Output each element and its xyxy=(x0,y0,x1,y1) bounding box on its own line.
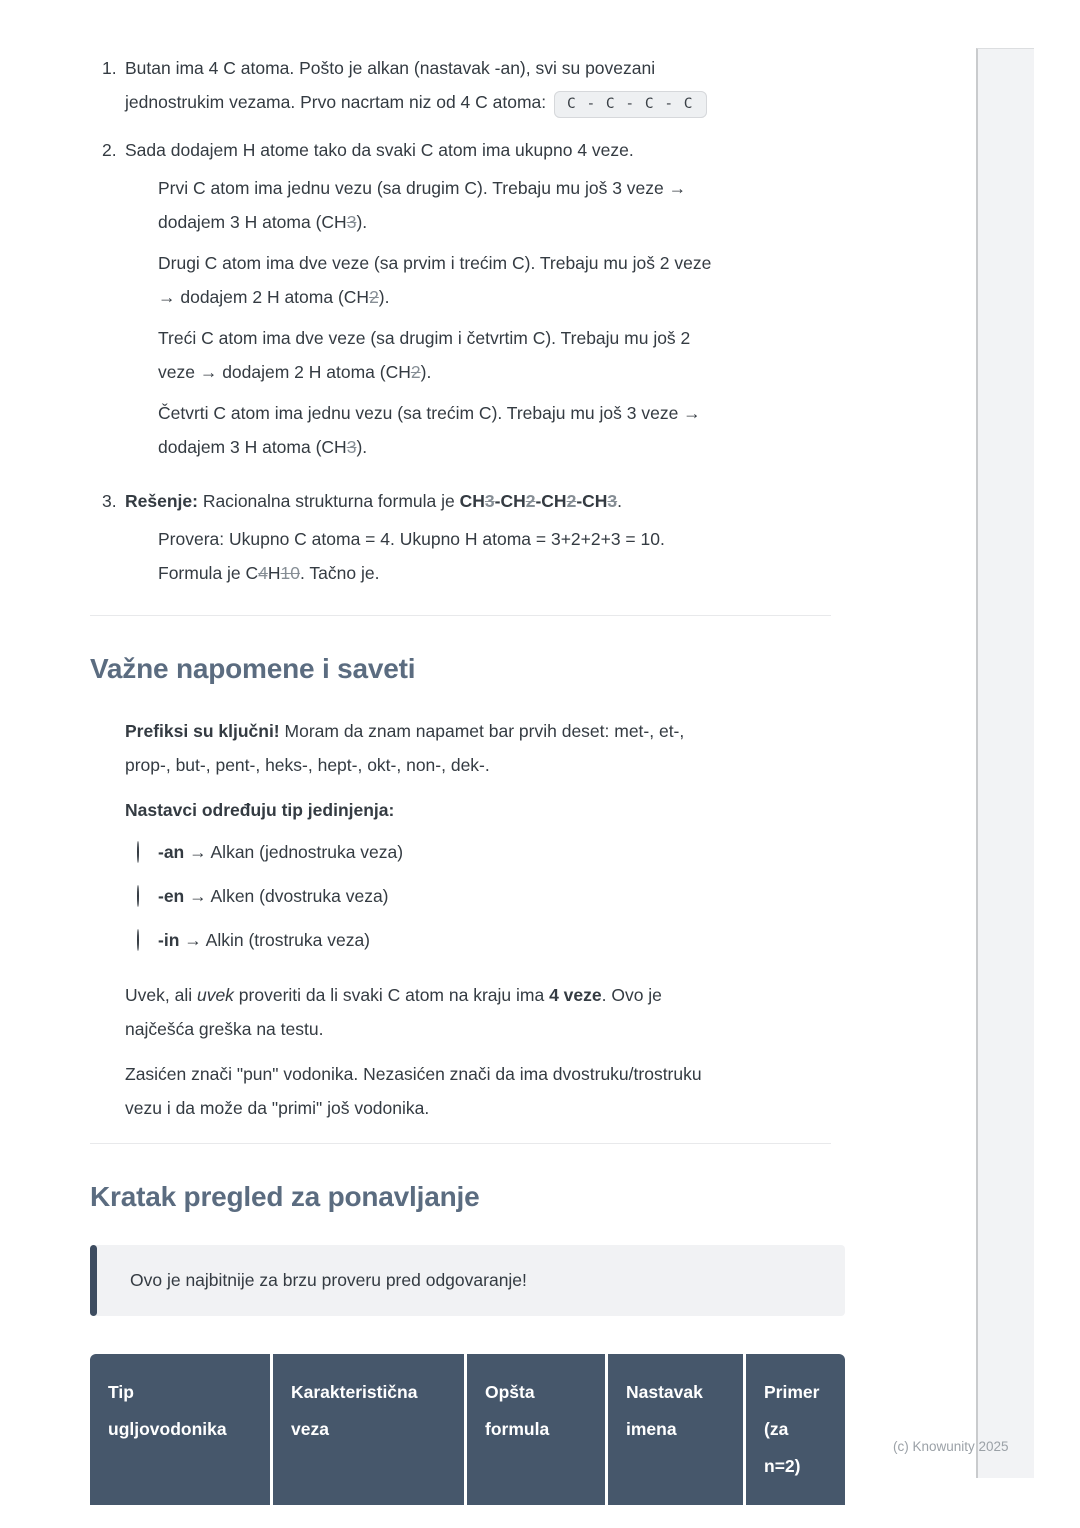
table-header-row xyxy=(90,1354,845,1505)
list-item-text: -en → Alken (dvostruka veza) xyxy=(158,886,389,906)
table-header-cell: Karakteristična veza xyxy=(273,1354,467,1505)
note-content xyxy=(90,51,845,1505)
notes-list xyxy=(90,714,845,1125)
steps-list xyxy=(90,51,845,597)
list-item xyxy=(125,879,845,913)
nested-bullet-list xyxy=(125,835,845,957)
list-item xyxy=(90,51,845,121)
list-item-text: -in → Alkin (trostruka veza) xyxy=(158,930,371,950)
list-item-text: Provera: Ukupno C atoma = 4. Ukupno H atoma = 3+2+2+3 = 10. Formula je C4H10. Tačno je. xyxy=(158,529,665,583)
list-item xyxy=(90,714,845,782)
callout-text: Ovo je najbitnije za brzu proveru pred odgovaranje! xyxy=(130,1270,527,1290)
nested-bullet-list xyxy=(125,171,845,464)
adjacent-page-edge xyxy=(976,48,1034,1478)
list-item-text: Četvrti C atom ima jednu vezu (sa trećim C). Trebaju mu još 3 veze → dodajem 3 H atoma (CH3). xyxy=(158,403,701,457)
list-item xyxy=(125,321,845,389)
list-item xyxy=(90,1057,845,1125)
copyright-watermark: (c) Knowunity 2025 xyxy=(893,1439,1009,1454)
list-item-text: Treći C atom ima dve veze (sa drugim i četvrtim C). Trebaju mu još 2 veze → dodajem 2 H atoma (CH2). xyxy=(158,328,691,382)
table-header-cell: Primer (za n=2) xyxy=(746,1354,845,1505)
list-item-text: Prvi C atom ima jednu vezu (sa drugim C). Trebaju mu još 3 veze → dodajem 3 H atoma (CH3). xyxy=(158,178,687,232)
section-title: Kratak pregled za ponavljanje xyxy=(90,1181,480,1212)
list-item xyxy=(125,923,845,957)
callout-note xyxy=(90,1245,845,1316)
section-divider xyxy=(90,1143,831,1144)
list-item-text: Uvek, ali uvek proveriti da li svaki C atom na kraju ima 4 veze. Ovo je najčešća greška na testu. xyxy=(125,985,662,1039)
table-header-cell: Opšta formula xyxy=(467,1354,608,1505)
list-item-text: Zasićen znači "pun" vodonika. Nezasićen znači da ima dvostruku/trostruku vezu i da može da "primi" još vodonika. xyxy=(125,1064,702,1118)
list-item-text: Butan ima 4 C atoma. Pošto je alkan (nastavak -an), svi su povezani jednostrukim vezama. Prvo nacrtam niz od 4 C atoma: C - C - C - C xyxy=(125,51,845,121)
table-header-cell: Tip ugljovodonika xyxy=(90,1354,273,1505)
circle-bullet-icon xyxy=(137,929,139,951)
list-item-text: Nastavci određuju tip jedinjenja: xyxy=(125,800,395,820)
list-item-text: -an → Alkan (jednostruka veza) xyxy=(158,842,404,862)
list-item xyxy=(125,835,845,869)
list-item xyxy=(125,171,845,239)
list-item xyxy=(125,522,845,590)
review-table xyxy=(90,1354,845,1505)
section-title: Važne napomene i saveti xyxy=(90,653,416,684)
nested-bullet-list xyxy=(125,522,845,590)
list-marker: 1. xyxy=(102,58,117,78)
list-item-text: Sada dodajem H atome tako da svaki C atom ima ukupno 4 veze. xyxy=(125,140,634,160)
list-item xyxy=(90,484,845,597)
list-item-text: Rešenje: Racionalna strukturna formula je CH3-CH2-CH2-CH3. xyxy=(125,491,623,511)
circle-bullet-icon xyxy=(137,841,139,863)
list-item-text: Drugi C atom ima dve veze (sa prvim i trećim C). Trebaju mu još 2 veze → dodajem 2 H atoma (CH2). xyxy=(158,253,712,307)
list-item xyxy=(125,246,845,314)
list-item xyxy=(125,396,845,464)
circle-bullet-icon xyxy=(137,885,139,907)
callout-accent-bar xyxy=(90,1245,97,1316)
table-header-cell: Nastavak imena xyxy=(608,1354,746,1505)
list-marker: 2. xyxy=(102,140,117,160)
list-item xyxy=(90,133,845,471)
section-divider xyxy=(90,615,831,616)
list-item xyxy=(90,793,845,967)
list-marker: 3. xyxy=(102,491,117,511)
list-item xyxy=(90,978,845,1046)
list-item-text: Prefiksi su ključni! Moram da znam napamet bar prvih deset: met-, et-, prop-, but-, pent-, heks-, hept-, okt-, non-, dek-. xyxy=(125,721,685,775)
